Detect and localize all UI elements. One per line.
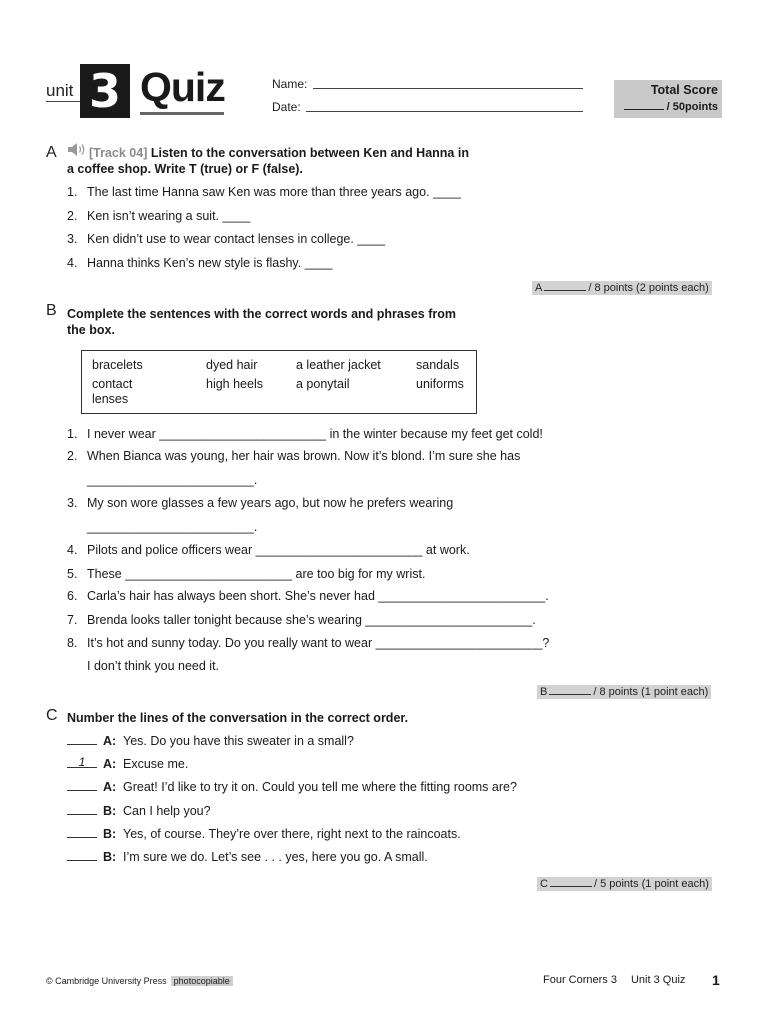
list-item: 6. Carla’s hair has always been short. She’s never had ________________________. [67,589,549,603]
list-item: 4. Pilots and police officers wear ________________________ at work. [67,543,470,557]
instruction-text: Listen to the conversation between Ken and Hanna in [150,146,469,160]
order-blank[interactable]: 1 [67,758,97,768]
conversation-line: A: Great! I’d like to try it on. Could you tell me where the fitting rooms are? [67,779,517,795]
date-label: Date: [272,100,301,114]
list-item: 7. Brenda looks taller tonight because she’s wearing ________________________. [67,613,536,627]
page-number: 1 [712,972,720,988]
section-a-instruction-line1 [89,145,469,161]
conversation-line: B: Can I help you? [67,803,211,819]
section-a-score-blank[interactable] [544,282,586,291]
section-a-points: A / 8 points (2 points each) [532,281,712,295]
word-box [81,350,477,414]
order-blank[interactable] [67,781,97,791]
track-label: [Track 04] [89,146,148,160]
box-word: lenses [92,392,129,406]
name-label: Name: [272,77,308,91]
total-score-points: / 50points [666,101,718,113]
list-item: 3. My son wore glasses a few years ago, but now he prefers wearing [67,496,454,510]
total-score-box [614,80,722,118]
order-blank[interactable] [67,851,97,861]
unit-label: unit [46,81,74,100]
conversation-line: B: I’m sure we do. Let’s see . . . yes, here you go. A small. [67,849,428,865]
section-b-instruction-line1: Complete the sentences with the correct words and phrases from [67,307,456,321]
list-item: 2. When Bianca was young, her hair was brown. Now it’s blond. I’m sure she has [67,449,521,463]
footer-copyright: © Cambridge University Press photocopiable [46,976,233,986]
list-item: 8. It’s hot and sunny today. Do you really want to wear ________________________? [67,636,550,650]
quiz-title: Quiz [140,64,225,110]
speaker-icon[interactable] [67,142,87,160]
box-word: contact [92,377,133,391]
list-item: 1. I never wear ________________________ in the winter because my feet get cold! [67,427,543,441]
section-c-score-blank[interactable] [550,878,592,887]
list-item: ________________________. [87,473,258,487]
box-word: bracelets [92,358,143,372]
total-score-blank[interactable] [624,100,664,110]
section-b-score-blank[interactable] [549,686,591,695]
list-item: 3. Ken didn’t use to wear contact lenses in college. ____ [67,232,386,246]
order-blank[interactable] [67,828,97,838]
section-b-letter: B [46,302,57,319]
order-blank[interactable] [67,735,97,745]
total-score-label: Total Score [650,83,718,97]
box-word: dyed hair [206,358,258,372]
section-b-points: B / 8 points (1 point each) [537,685,711,699]
section-c-instruction: Number the lines of the conversation in the correct order. [67,711,409,725]
list-item: 5. These ________________________ are too big for my wrist. [67,567,426,581]
unit-underline [46,101,82,102]
section-a-instruction-line2: a coffee shop. Write T (true) or F (false). [67,162,303,176]
unit-number-badge: 3 [80,64,130,118]
box-word: a leather jacket [296,358,381,372]
box-word: sandals [416,358,460,372]
date-field[interactable] [306,111,583,112]
list-item: 4. Hanna thinks Ken’s new style is flashy. ____ [67,256,333,270]
section-c-letter: C [46,707,58,724]
quiz-underline [140,112,224,115]
section-b-instruction-line2: the box. [67,323,115,337]
section-a-letter: A [46,144,57,161]
list-item: I don’t think you need it. [87,659,220,673]
list-item: 2. Ken isn’t wearing a suit. ____ [67,209,251,223]
list-item: ________________________. [87,520,258,534]
conversation-line: 1 A: Excuse me. [67,756,188,772]
box-word: uniforms [416,377,464,391]
order-blank[interactable] [67,805,97,815]
photocopiable-badge: photocopiable [171,976,233,986]
box-word: high heels [206,377,263,391]
box-word: a ponytail [296,377,350,391]
section-c-points: C / 5 points (1 point each) [537,877,712,891]
footer-book-info: Four Corners 3 Unit 3 Quiz [543,974,686,986]
name-field[interactable] [313,88,583,89]
list-item: 1. The last time Hanna saw Ken was more than three years ago. ____ [67,185,461,199]
conversation-line: B: Yes, of course. They’re over there, right next to the raincoats. [67,826,461,842]
conversation-line: A: Yes. Do you have this sweater in a small? [67,733,354,749]
